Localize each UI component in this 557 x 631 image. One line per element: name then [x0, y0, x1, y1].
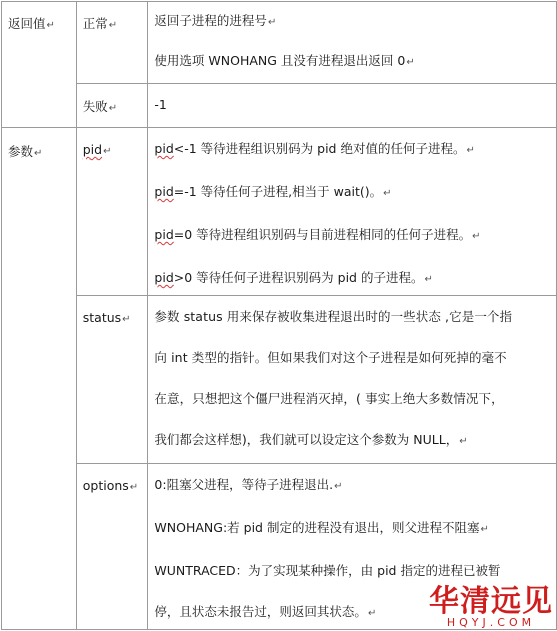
- return-value-label: 返回值: [8, 16, 46, 31]
- options-cell: options↵: [76, 464, 148, 630]
- pid-line: pid>0 等待任何子进程识别码为 pid 的子进程。↵: [154, 270, 433, 285]
- status-desc-cell: [148, 296, 557, 464]
- status-line: 在意，只想把这个僵尸进程消灭掉，( 事实上绝大多数情况下，: [154, 391, 504, 406]
- row-normal: [2, 2, 557, 84]
- options-label: options: [82, 478, 129, 493]
- normal-label: 正常: [82, 16, 108, 31]
- pid-desc-cell: [148, 128, 557, 296]
- status-line: 向 int 类型的指针。但如果我们对这个子进程是如何死掉的毫不: [154, 350, 507, 365]
- pid-line: pid=-1 等待任何子进程,相当于 wait()。↵: [154, 184, 392, 199]
- para-mark: ↵: [46, 20, 55, 31]
- fail-label: 失败: [82, 99, 108, 114]
- pid-line: pid=0 等待进程组识别码与目前进程相同的任何子进程。↵: [154, 227, 481, 242]
- param-label: 参数: [8, 144, 34, 159]
- status-line: 参数 status 用来保存被收集进程退出时的一些状态 ,它是一个指: [154, 309, 513, 324]
- options-line: WUNTRACED：为了实现某种操作，由 pid 指定的进程已被暂: [154, 563, 501, 578]
- normal-desc-line: 使用选项 WNOHANG 且没有进程退出返回 0↵: [154, 53, 415, 68]
- watermark-sub: HQYJ.COM: [446, 616, 536, 629]
- para-mark: ↵: [108, 20, 118, 31]
- watermark-logo: [429, 586, 553, 629]
- watermark-title: 华清远见: [429, 584, 553, 619]
- pid-cell: pid↵: [76, 128, 148, 296]
- options-line: 0:阻塞父进程，等待子进程退出.↵: [154, 477, 343, 492]
- row-pid: [2, 128, 557, 296]
- pid-line: pid<-1 等待进程组识别码为 pid 绝对值的任何子进程。↵: [154, 141, 475, 156]
- fail-value: -1: [154, 97, 167, 112]
- fail-desc-cell: [148, 84, 557, 128]
- param-cell: 参数↵: [2, 128, 77, 630]
- status-line: 我们都会这样想)，我们就可以设定这个参数为 NULL，↵: [154, 432, 468, 447]
- fail-cell: 失败↵: [76, 84, 148, 128]
- options-line: WNOHANG:若 pid 制定的进程没有退出，则父进程不阻塞↵: [154, 520, 489, 535]
- status-label: status: [82, 310, 122, 325]
- normal-cell: [76, 2, 148, 84]
- pid-label: pid: [82, 142, 103, 157]
- normal-desc-cell: [148, 2, 557, 84]
- status-cell: status↵: [76, 296, 148, 464]
- options-line: 停，且状态未报告过，则返回其状态。↵: [154, 604, 377, 619]
- row-status: [2, 296, 557, 464]
- return-value-cell: [2, 2, 77, 128]
- api-table: [1, 1, 557, 630]
- row-fail: [2, 84, 557, 128]
- normal-desc-line: 返回子进程的进程号↵: [154, 13, 277, 28]
